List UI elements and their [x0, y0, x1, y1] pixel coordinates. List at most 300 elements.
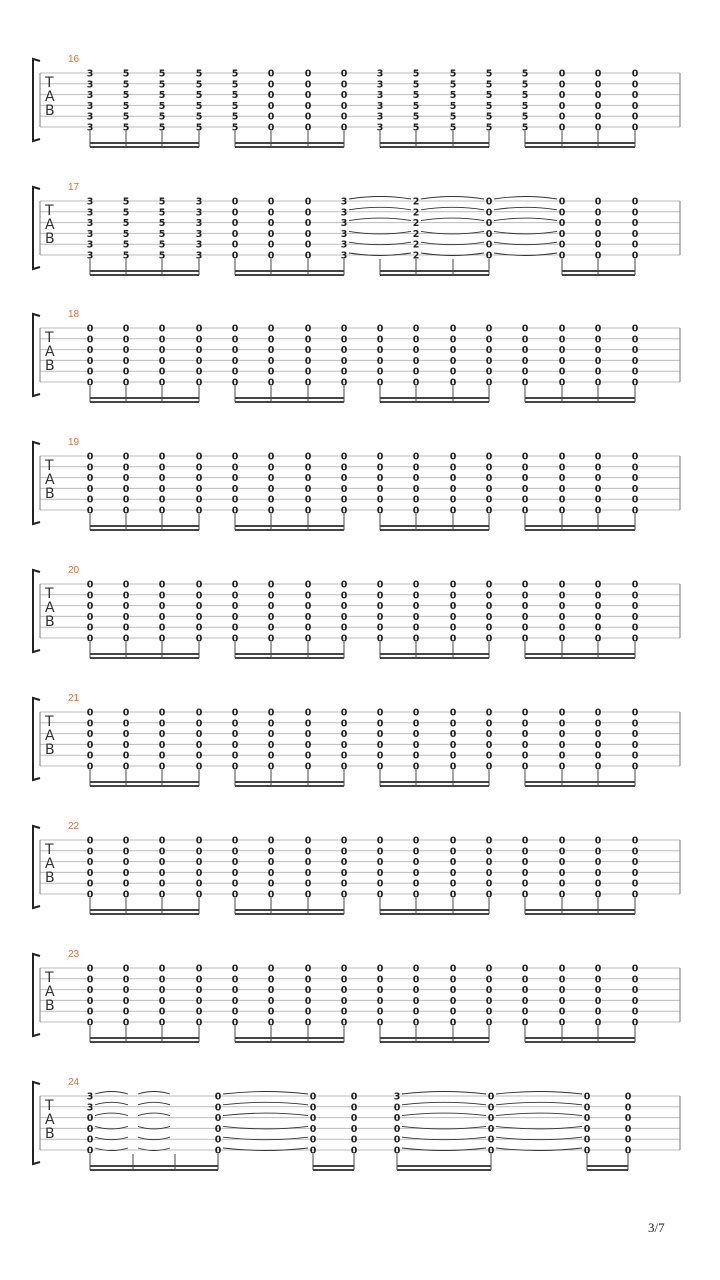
fret-number: 0	[267, 622, 275, 634]
tab-chord	[625, 1092, 632, 1157]
fret-number: 5	[122, 68, 130, 80]
fret-number: 0	[449, 473, 457, 485]
fret-number: 0	[304, 622, 312, 634]
tab-chord	[413, 69, 420, 134]
fret-number: 0	[340, 505, 348, 517]
tie-arc	[494, 197, 557, 200]
fret-number: 0	[122, 473, 130, 485]
fret-number: 0	[485, 878, 493, 890]
tab-chord	[450, 964, 457, 1029]
fret-number: 0	[340, 579, 348, 591]
tab-chord	[123, 964, 130, 1029]
fret-number: 0	[412, 633, 420, 645]
tab-clef-letter: T	[45, 458, 54, 474]
fret-number: 3	[86, 218, 94, 230]
fret-number: 0	[340, 473, 348, 485]
fret-number: 0	[86, 473, 94, 485]
fret-number: 2	[412, 218, 420, 230]
fret-number: 0	[86, 611, 94, 623]
tie-arc	[138, 1092, 170, 1095]
fret-number: 0	[122, 761, 130, 773]
fret-number: 0	[304, 857, 312, 869]
fret-number: 0	[594, 462, 602, 474]
fret-number: 0	[594, 846, 602, 858]
fret-number: 0	[267, 974, 275, 986]
fret-number: 0	[485, 995, 493, 1007]
tab-chord	[87, 452, 94, 517]
fret-number: 0	[631, 633, 639, 645]
tab-chord	[595, 836, 602, 901]
tab-chord	[413, 580, 420, 645]
tab-chord	[413, 708, 420, 773]
tab-chord	[559, 580, 566, 645]
fret-number: 0	[594, 579, 602, 591]
fret-number: 0	[594, 995, 602, 1007]
fret-number: 5	[158, 79, 166, 91]
fret-number: 0	[376, 878, 384, 890]
fret-number: 0	[485, 207, 493, 219]
measure-number: 19	[68, 437, 80, 448]
fret-number: 0	[86, 857, 94, 869]
fret-number: 0	[267, 1006, 275, 1018]
fret-number: 0	[594, 250, 602, 262]
fret-number: 5	[412, 90, 420, 102]
fret-number: 0	[86, 718, 94, 730]
tab-chord	[632, 708, 639, 773]
fret-number: 0	[304, 228, 312, 240]
fret-number: 3	[376, 90, 384, 102]
fret-number: 0	[86, 451, 94, 463]
fret-number: 0	[231, 239, 239, 251]
fret-number: 5	[158, 90, 166, 102]
fret-number: 0	[594, 963, 602, 975]
fret-number: 0	[267, 355, 275, 367]
fret-number: 0	[449, 718, 457, 730]
tab-chord	[196, 324, 203, 389]
fret-number: 0	[558, 355, 566, 367]
fret-number: 0	[485, 846, 493, 858]
fret-number: 0	[558, 79, 566, 91]
fret-number: 0	[412, 483, 420, 495]
fret-number: 0	[158, 323, 166, 335]
fret-number: 3	[86, 122, 94, 134]
fret-number: 0	[485, 377, 493, 389]
tab-chord	[595, 452, 602, 517]
fret-number: 0	[631, 483, 639, 495]
fret-number: 0	[231, 739, 239, 751]
fret-number: 0	[594, 355, 602, 367]
fret-number: 0	[521, 995, 529, 1007]
tab-chord	[486, 69, 493, 134]
fret-number: 0	[583, 1091, 591, 1103]
tab-chord	[87, 964, 94, 1029]
fret-number: 0	[267, 334, 275, 346]
tab-chord	[232, 708, 239, 773]
fret-number: 0	[231, 250, 239, 262]
fret-number: 0	[231, 878, 239, 890]
fret-number: 5	[122, 196, 130, 208]
fret-number: 0	[376, 846, 384, 858]
fret-number: 0	[122, 505, 130, 517]
fret-number: 3	[86, 111, 94, 123]
fret-number: 0	[521, 473, 529, 485]
tab-chord	[123, 197, 130, 262]
fret-number: 0	[412, 739, 420, 751]
fret-number: 0	[521, 483, 529, 495]
fret-number: 0	[376, 345, 384, 357]
fret-number: 0	[449, 334, 457, 346]
fret-number: 0	[86, 1113, 94, 1125]
fret-number: 0	[376, 633, 384, 645]
fret-number: 0	[195, 739, 203, 751]
fret-number: 0	[594, 111, 602, 123]
fret-number: 0	[267, 239, 275, 251]
fret-number: 0	[521, 323, 529, 335]
fret-number: 0	[376, 1017, 384, 1029]
fret-number: 0	[267, 729, 275, 741]
fret-number: 0	[304, 761, 312, 773]
fret-number: 0	[412, 622, 420, 634]
fret-number: 0	[304, 963, 312, 975]
fret-number: 0	[594, 483, 602, 495]
fret-number: 0	[631, 79, 639, 91]
tab-system-24	[33, 1077, 680, 1170]
fret-number: 0	[583, 1113, 591, 1125]
tab-chord	[632, 836, 639, 901]
fret-number: 0	[521, 857, 529, 869]
fret-number: 0	[558, 995, 566, 1007]
fret-number: 0	[195, 601, 203, 613]
fret-number: 0	[86, 323, 94, 335]
fret-number: 0	[267, 1017, 275, 1029]
tab-clef-letter: A	[45, 89, 55, 105]
fret-number: 5	[412, 79, 420, 91]
fret-number: 0	[594, 377, 602, 389]
fret-number: 0	[304, 218, 312, 230]
fret-number: 5	[521, 100, 529, 112]
tab-clef-letter: A	[45, 728, 55, 744]
fret-number: 0	[267, 462, 275, 474]
fret-number: 0	[267, 835, 275, 847]
fret-number: 0	[631, 590, 639, 602]
tab-chord	[232, 69, 239, 134]
fret-number: 0	[267, 345, 275, 357]
tab-chord	[196, 836, 203, 901]
fret-number: 0	[558, 867, 566, 879]
fret-number: 0	[158, 729, 166, 741]
fret-number: 0	[558, 1017, 566, 1029]
fret-number: 0	[195, 462, 203, 474]
fret-number: 0	[340, 590, 348, 602]
fret-number: 0	[231, 707, 239, 719]
tab-chord	[159, 69, 166, 134]
fret-number: 5	[122, 90, 130, 102]
fret-number: 0	[267, 90, 275, 102]
tab-chord	[341, 580, 348, 645]
fret-number: 0	[158, 355, 166, 367]
fret-number: 3	[376, 111, 384, 123]
fret-number: 3	[86, 207, 94, 219]
fret-number: 0	[267, 505, 275, 517]
fret-number: 0	[340, 985, 348, 997]
tab-system-22	[33, 821, 680, 914]
fret-number: 3	[86, 100, 94, 112]
fret-number: 0	[304, 483, 312, 495]
fret-number: 0	[122, 462, 130, 474]
tab-chord	[196, 452, 203, 517]
fret-number: 0	[158, 505, 166, 517]
fret-number: 0	[267, 718, 275, 730]
fret-number: 0	[631, 761, 639, 773]
fret-number: 0	[594, 878, 602, 890]
fret-number: 0	[350, 1113, 358, 1125]
fret-number: 0	[393, 1134, 401, 1146]
fret-number: 0	[304, 196, 312, 208]
fret-number: 0	[195, 366, 203, 378]
fret-number: 0	[86, 622, 94, 634]
fret-number: 0	[340, 366, 348, 378]
fret-number: 0	[558, 729, 566, 741]
fret-number: 0	[583, 1145, 591, 1157]
fret-number: 0	[304, 739, 312, 751]
fret-number: 0	[158, 579, 166, 591]
fret-number: 0	[521, 846, 529, 858]
tab-clef-letter: A	[45, 984, 55, 1000]
fret-number: 0	[449, 963, 457, 975]
fret-number: 0	[158, 889, 166, 901]
fret-number: 0	[631, 355, 639, 367]
fret-number: 0	[231, 750, 239, 762]
fret-number: 0	[195, 974, 203, 986]
fret-number: 0	[340, 334, 348, 346]
fret-number: 0	[267, 494, 275, 506]
tie-arc	[95, 1092, 128, 1095]
tab-chord	[341, 197, 348, 262]
fret-number: 0	[122, 622, 130, 634]
fret-number: 0	[558, 366, 566, 378]
fret-number: 0	[485, 250, 493, 262]
fret-number: 3	[376, 122, 384, 134]
fret-number: 0	[231, 633, 239, 645]
fret-number: 0	[267, 111, 275, 123]
tab-chord	[559, 964, 566, 1029]
fret-number: 0	[521, 739, 529, 751]
tab-chord	[232, 324, 239, 389]
fret-number: 0	[594, 323, 602, 335]
fret-number: 0	[267, 473, 275, 485]
fret-number: 0	[340, 377, 348, 389]
tab-chord	[123, 836, 130, 901]
fret-number: 0	[412, 462, 420, 474]
fret-number: 0	[594, 889, 602, 901]
fret-number: 0	[487, 1123, 495, 1135]
fret-number: 0	[86, 366, 94, 378]
fret-number: 0	[158, 835, 166, 847]
fret-number: 5	[122, 218, 130, 230]
fret-number: 5	[231, 111, 239, 123]
fret-number: 0	[631, 68, 639, 80]
fret-number: 0	[214, 1145, 222, 1157]
tab-chord	[268, 324, 275, 389]
measure-number: 17	[68, 182, 80, 193]
tab-chord	[595, 580, 602, 645]
fret-number: 0	[449, 345, 457, 357]
fret-number: 0	[158, 867, 166, 879]
fret-number: 0	[558, 739, 566, 751]
fret-number: 0	[231, 985, 239, 997]
tab-chord	[341, 964, 348, 1029]
fret-number: 0	[267, 963, 275, 975]
fret-number: 0	[267, 377, 275, 389]
fret-number: 0	[376, 473, 384, 485]
fret-number: 0	[485, 739, 493, 751]
fret-number: 0	[631, 345, 639, 357]
tab-chord	[595, 708, 602, 773]
tab-chord	[632, 964, 639, 1029]
tab-chord	[488, 1092, 495, 1157]
tab-clef-letter: T	[45, 714, 54, 730]
fret-number: 0	[376, 718, 384, 730]
tab-chord	[268, 964, 275, 1029]
fret-number: 0	[449, 846, 457, 858]
fret-number: 0	[195, 846, 203, 858]
fret-number: 0	[340, 846, 348, 858]
fret-number: 0	[304, 473, 312, 485]
fret-number: 0	[376, 729, 384, 741]
fret-number: 0	[594, 835, 602, 847]
tab-clef-letter: B	[45, 870, 55, 886]
fret-number: 0	[340, 483, 348, 495]
fret-number: 0	[195, 1006, 203, 1018]
fret-number: 0	[412, 1006, 420, 1018]
fret-number: 0	[195, 889, 203, 901]
fret-number: 0	[558, 622, 566, 634]
fret-number: 0	[412, 579, 420, 591]
fret-number: 0	[376, 377, 384, 389]
tab-chord	[377, 708, 384, 773]
fret-number: 0	[485, 228, 493, 240]
fret-number: 0	[231, 889, 239, 901]
fret-number: 0	[521, 1006, 529, 1018]
fret-number: 0	[412, 473, 420, 485]
fret-number: 0	[521, 633, 529, 645]
fret-number: 0	[376, 974, 384, 986]
tab-chord	[450, 836, 457, 901]
tab-chord	[87, 197, 94, 262]
tie-arc	[496, 1092, 582, 1095]
fret-number: 0	[158, 857, 166, 869]
fret-number: 0	[449, 611, 457, 623]
fret-number: 0	[158, 601, 166, 613]
tab-chord	[232, 836, 239, 901]
tie-arc	[402, 1102, 486, 1105]
fret-number: 0	[304, 345, 312, 357]
fret-number: 0	[231, 473, 239, 485]
fret-number: 0	[594, 366, 602, 378]
fret-number: 3	[86, 1102, 94, 1114]
fret-number: 0	[340, 355, 348, 367]
fret-number: 0	[231, 579, 239, 591]
tab-chord	[413, 452, 420, 517]
fret-number: 0	[485, 334, 493, 346]
fret-number: 0	[487, 1091, 495, 1103]
fret-number: 0	[231, 451, 239, 463]
fret-number: 0	[304, 355, 312, 367]
fret-number: 0	[631, 377, 639, 389]
fret-number: 0	[340, 79, 348, 91]
fret-number: 0	[521, 377, 529, 389]
fret-number: 0	[393, 1102, 401, 1114]
fret-number: 0	[122, 867, 130, 879]
fret-number: 5	[158, 228, 166, 240]
tab-chord	[559, 452, 566, 517]
tab-chord	[486, 197, 493, 262]
fret-number: 0	[594, 761, 602, 773]
fret-number: 0	[631, 462, 639, 474]
fret-number: 0	[412, 601, 420, 613]
tab-chord	[559, 324, 566, 389]
fret-number: 5	[122, 122, 130, 134]
fret-number: 0	[340, 611, 348, 623]
fret-number: 5	[122, 111, 130, 123]
tab-chord	[305, 197, 312, 262]
fret-number: 0	[267, 590, 275, 602]
tab-chord	[305, 452, 312, 517]
tab-chord	[268, 197, 275, 262]
fret-number: 5	[449, 68, 457, 80]
measure-number: 18	[68, 309, 80, 320]
fret-number: 0	[231, 867, 239, 879]
tab-chord	[377, 964, 384, 1029]
fret-number: 0	[449, 889, 457, 901]
fret-number: 0	[485, 750, 493, 762]
fret-number: 0	[376, 590, 384, 602]
tab-chord	[377, 452, 384, 517]
fret-number: 3	[86, 239, 94, 251]
fret-number: 0	[267, 846, 275, 858]
tab-chord	[632, 324, 639, 389]
tab-chord	[159, 197, 166, 262]
fret-number: 0	[594, 228, 602, 240]
fret-number: 0	[231, 974, 239, 986]
fret-number: 0	[304, 505, 312, 517]
fret-number: 0	[231, 196, 239, 208]
fret-number: 0	[304, 729, 312, 741]
fret-number: 0	[594, 601, 602, 613]
fret-number: 0	[231, 761, 239, 773]
tie-arc	[421, 197, 484, 200]
fret-number: 0	[231, 857, 239, 869]
fret-number: 0	[231, 366, 239, 378]
fret-number: 0	[158, 611, 166, 623]
tab-clef-letter: B	[45, 1126, 55, 1142]
tab-chord	[486, 708, 493, 773]
fret-number: 5	[449, 79, 457, 91]
fret-number: 0	[340, 867, 348, 879]
fret-number: 0	[485, 1017, 493, 1029]
fret-number: 0	[449, 739, 457, 751]
fret-number: 0	[594, 633, 602, 645]
fret-number: 0	[86, 835, 94, 847]
tab-chord	[196, 964, 203, 1029]
tab-chord	[87, 580, 94, 645]
fret-number: 0	[558, 963, 566, 975]
fret-number: 3	[340, 228, 348, 240]
fret-number: 0	[267, 207, 275, 219]
fret-number: 0	[195, 985, 203, 997]
fret-number: 0	[558, 846, 566, 858]
fret-number: 0	[86, 985, 94, 997]
